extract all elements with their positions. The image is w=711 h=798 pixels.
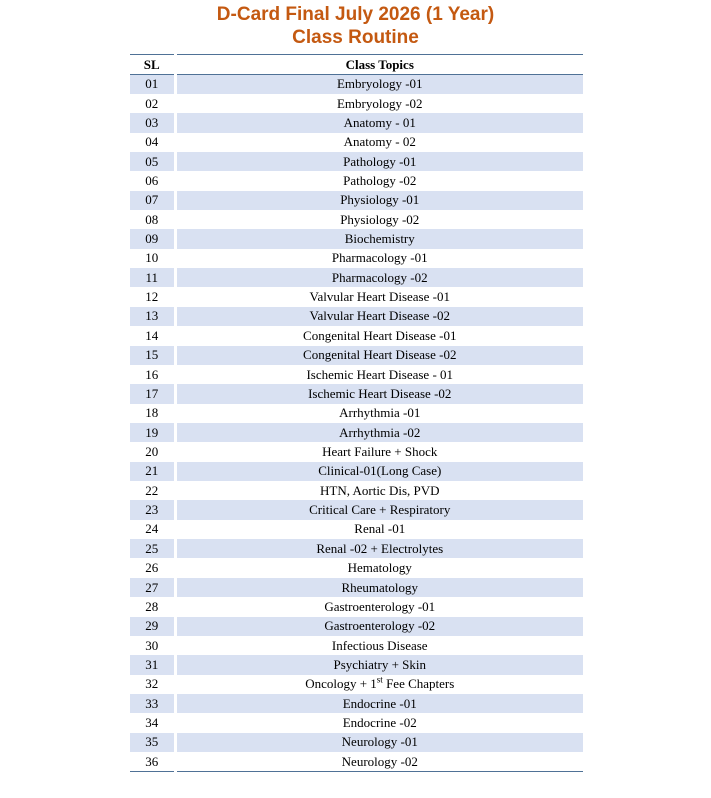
table-row: [130, 713, 583, 732]
class-routine-table: [130, 54, 583, 772]
table-row: [130, 558, 583, 577]
col-header-class-topics: Class Topics: [175, 55, 583, 75]
cell-sl: 13: [130, 307, 175, 326]
cell-sl: 01: [130, 75, 175, 94]
cell-sl: 24: [130, 520, 175, 539]
cell-sl: 16: [130, 365, 175, 384]
cell-topic: Renal -02 + Electrolytes: [316, 540, 444, 556]
cell-topic: Embryology -01: [336, 76, 423, 92]
cell-sl: 35: [130, 733, 175, 752]
table-row: [130, 500, 583, 519]
cell-topic: Ischemic Heart Disease - 01: [306, 366, 454, 382]
cell-topic: Pathology -02: [343, 172, 417, 188]
cell-topic: Congenital Heart Disease -01: [303, 327, 457, 343]
cell-sl: 12: [130, 287, 175, 306]
cell-topic: Arrhythmia -02: [339, 424, 421, 440]
cell-sl: 26: [130, 558, 175, 577]
cell-sl: 30: [130, 636, 175, 655]
cell-sl: 08: [130, 210, 175, 229]
cell-topic: Pharmacology -01: [331, 250, 428, 266]
table-row: [130, 655, 583, 674]
cell-topic: Hematology: [347, 560, 412, 576]
cell-topic: HTN, Aortic Dis, PVD: [319, 482, 440, 498]
table-row: [130, 404, 583, 423]
table-row: [130, 326, 583, 345]
table-body: [130, 75, 583, 772]
cell-sl: 25: [130, 539, 175, 558]
page-title-line-1: D-Card Final July 2026 (1 Year): [216, 4, 495, 25]
table-row: [130, 384, 583, 403]
cell-topic: Renal -01: [354, 521, 406, 537]
table-row: [130, 191, 583, 210]
cell-sl: 18: [130, 404, 175, 423]
table-row: [130, 597, 583, 616]
table-row: [130, 113, 583, 132]
cell-sl: 34: [130, 713, 175, 732]
cell-sl: 15: [130, 346, 175, 365]
cell-sl: 32: [130, 675, 175, 694]
cell-topic: Arrhythmia -01: [339, 405, 421, 421]
cell-sl: 10: [130, 249, 175, 268]
cell-sl: 06: [130, 171, 175, 190]
cell-topic: Pathology -01: [343, 153, 417, 169]
cell-topic: Ischemic Heart Disease -02: [308, 385, 452, 401]
table-row: [130, 675, 583, 694]
cell-topic: Heart Failure + Shock: [322, 444, 438, 459]
cell-topic: Biochemistry: [344, 231, 415, 247]
table-row: [130, 268, 583, 287]
cell-sl: 04: [130, 133, 175, 152]
cell-topic: Neurology -01: [341, 734, 418, 750]
cell-topic: Anatomy - 02: [343, 134, 416, 150]
table-row: [130, 249, 583, 268]
table-row: [130, 617, 583, 636]
cell-sl: 19: [130, 423, 175, 442]
page-title-line-2: Class Routine: [292, 27, 419, 48]
cell-topic: Endocrine -01: [342, 695, 417, 711]
col-header-sl: SL: [130, 55, 175, 75]
cell-topic: Physiology -02: [340, 211, 420, 227]
cell-topic: Valvular Heart Disease -02: [309, 308, 450, 324]
cell-topic: Valvular Heart Disease -01: [309, 289, 450, 305]
table-row: [130, 75, 583, 94]
cell-topic: Embryology -02: [336, 95, 423, 111]
table-row: [130, 578, 583, 597]
table-row: [130, 365, 583, 384]
cell-topic: Neurology -02: [341, 753, 418, 769]
cell-topic: Oncology + 1st Fee Chapters: [305, 674, 455, 692]
table-row: [130, 520, 583, 539]
cell-sl: 11: [130, 268, 175, 287]
table-row: [130, 694, 583, 713]
page-title: [0, 0, 711, 49]
cell-topic: Physiology -01: [340, 192, 420, 208]
cell-topic: Pharmacology -02: [331, 269, 428, 285]
cell-sl: 14: [130, 326, 175, 345]
table-row: [130, 210, 583, 229]
cell-topic: Clinical-01(Long Case): [318, 463, 442, 479]
cell-sl: 02: [130, 94, 175, 113]
cell-sl: 03: [130, 113, 175, 132]
cell-topic: Gastroenterology -02: [324, 618, 436, 634]
table-row: [130, 307, 583, 326]
table-row: [130, 152, 583, 171]
cell-sl: 07: [130, 191, 175, 210]
table-row: [130, 423, 583, 442]
table-row: [130, 733, 583, 752]
cell-sl: 17: [130, 384, 175, 403]
table-row: [130, 442, 583, 461]
cell-sl: 36: [130, 752, 175, 771]
table-row: [130, 539, 583, 558]
table-row: [130, 229, 583, 248]
cell-sl: 31: [130, 655, 175, 674]
cell-sl: 23: [130, 500, 175, 519]
cell-sl: 21: [130, 462, 175, 481]
cell-topic: Endocrine -02: [342, 715, 417, 731]
cell-topic: Gastroenterology -01: [324, 598, 436, 614]
cell-topic: Congenital Heart Disease -02: [303, 347, 457, 363]
table-header-row: [130, 55, 583, 75]
table-row: [130, 171, 583, 190]
cell-topic: Critical Care + Respiratory: [309, 502, 451, 518]
table-row: [130, 346, 583, 365]
cell-sl: 22: [130, 481, 175, 500]
cell-sl: 09: [130, 229, 175, 248]
cell-sl: 29: [130, 617, 175, 636]
table-row: [130, 752, 583, 771]
cell-sl: 27: [130, 578, 175, 597]
table-row: [130, 462, 583, 481]
table-row: [130, 94, 583, 113]
table-row: [130, 481, 583, 500]
cell-sl: 28: [130, 597, 175, 616]
cell-topic: Rheumatology: [341, 579, 419, 595]
table-header: [130, 55, 583, 75]
cell-topic: Infectious Disease: [331, 637, 428, 653]
table-row: [130, 636, 583, 655]
table-row: [130, 133, 583, 152]
cell-sl: 33: [130, 694, 175, 713]
cell-sl: 20: [130, 442, 175, 461]
table-row: [130, 287, 583, 306]
cell-topic: Psychiatry + Skin: [333, 656, 427, 672]
cell-sl: 05: [130, 152, 175, 171]
cell-topic: Anatomy - 01: [343, 114, 416, 130]
